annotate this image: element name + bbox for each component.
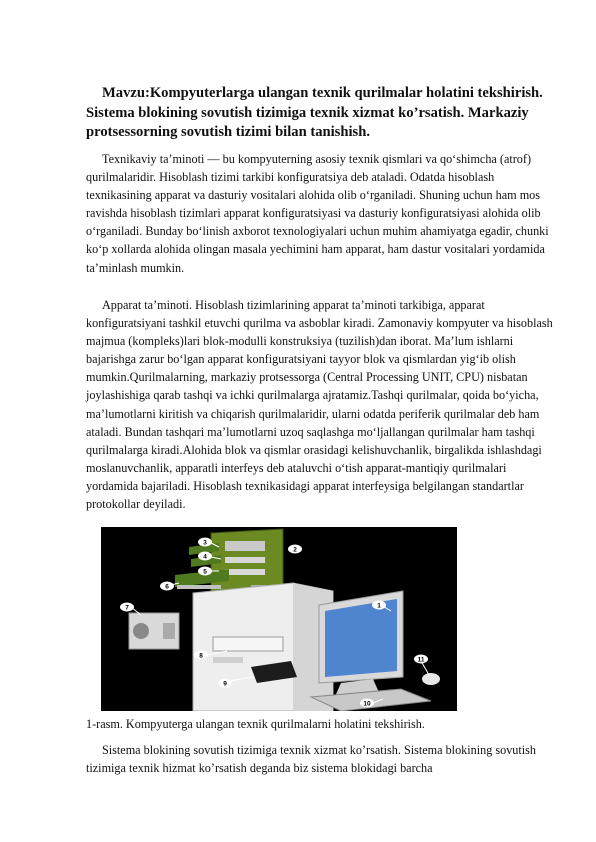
callout-5: [198, 567, 212, 576]
callout-4: [198, 552, 212, 561]
svg-text:7: 7: [125, 604, 129, 612]
svg-text:3: 3: [203, 539, 207, 547]
callout-11: [414, 655, 428, 664]
callout-9: [218, 679, 232, 688]
computer-components-figure: [101, 527, 457, 711]
system-unit-case: [193, 583, 333, 711]
callout-7: [120, 603, 134, 612]
svg-text:6: 6: [165, 583, 169, 591]
power-supply: [129, 613, 179, 649]
callout-2: [288, 545, 302, 554]
callout-8: [194, 651, 208, 660]
svg-text:8: 8: [199, 652, 203, 660]
callout-6: [160, 582, 174, 591]
svg-text:5: 5: [203, 568, 207, 576]
figure-caption: 1-rasm. Kompyuterga ulangan texnik qurilmalarni holatini tekshirish.: [86, 717, 425, 731]
computer-components-illustration: [101, 527, 457, 711]
svg-text:9: 9: [223, 680, 227, 688]
svg-text:11: 11: [417, 656, 425, 664]
page-title: Mavzu:Kompyuterlarga ulangan texnik qurilmalar holatini tekshirish. Sistema blokining sovutish tizimiga texnik xizmat ko’rsatish. Markaziy protsessorning sovutish tizimi bilan tanishish.: [86, 85, 543, 140]
svg-text:4: 4: [203, 553, 207, 561]
svg-text:1: 1: [377, 602, 381, 610]
callout-10: [360, 699, 374, 708]
paragraph-hardware: Apparat ta’minoti. Hisoblash tizimlarining apparat ta’minoti tarkibiga, apparat konfiguratsiyani tashkil etuvchi qurilma va asboblar kiradi. Zamonaviy kompyuter va hisoblash majmua (kompleks)lari blok-modulli konstruksiya (tuzilish)dan iborat. Ma’lum ishlarni bajarishga zarur bo‘lgan apparat konfiguratsiyani tayyor blok va qismlardan yig‘ib olish mumkin.Qurilmalarning, markaziy protsessorga (Central Processing UNIT, CPU) nisbatan joylashishiga qarab tashqi va ichki qurilmalarga ajratamiz.Tashqi qurilmalar, qoida bo‘yicha, ma’lumotlarni kiritish va chiqarish qurilmalaridir, ularni odatda periferik qurilmalar deb ham ataladi. Bundan tashqari ma’lumotlarni uzoq saqlashga mo‘ljallangan qurilmalar ham tashqi qurilmalarga kiradi.Alohida blok va qismlar orasidagi kelishuvchanlik, birgalikda ishlashdagi moslanuvchanlik, apparatli interfeys deb ataluvchi o‘tish apparat-mantiqiy qurilmalari yordamida bajariladi. Hisoblash texnikasidagi apparat interfeysiga belgilangan standartlar protokollar deyiladi.: [86, 298, 553, 512]
svg-text:10: 10: [363, 700, 371, 708]
paragraph-cooling-service: Sistema blokining sovutish tizimiga texnik xizmat ko’rsatish. Sistema blokining sovutish tizimiga texnik hizmat ko’rsatish deganda biz sistema blokidagi barcha: [86, 743, 536, 776]
mouse: [422, 673, 440, 685]
callout-1: [372, 601, 386, 610]
svg-text:2: 2: [293, 546, 297, 554]
paragraph-technical-support: Texnikaviy ta’minoti — bu kompyuterning asosiy texnik qismlari va qo‘shimcha (atrof) qurilmalaridir. Hisoblash tizimi tarkibi konfiguratsiya deb ataladi. Odatda hisoblash texnikasining apparat va dasturiy vositalari alohida olib o‘rganiladi. Shuning uchun ham mos ravishda hisoblash tizimlari apparat konfiguratsiyasi va dasturiy konfiguratsiyasi alohida olib o‘rganiladi. Bunday bo‘linish axborot texnologiyalari uchun muhim ahamiyatga egadir, chunki ko‘p xollarda alohida olingan masala yechimini ham apparat, ham dastur vositalari yordamida ta’minlash mumkin.: [86, 152, 549, 275]
callout-3: [198, 538, 212, 547]
